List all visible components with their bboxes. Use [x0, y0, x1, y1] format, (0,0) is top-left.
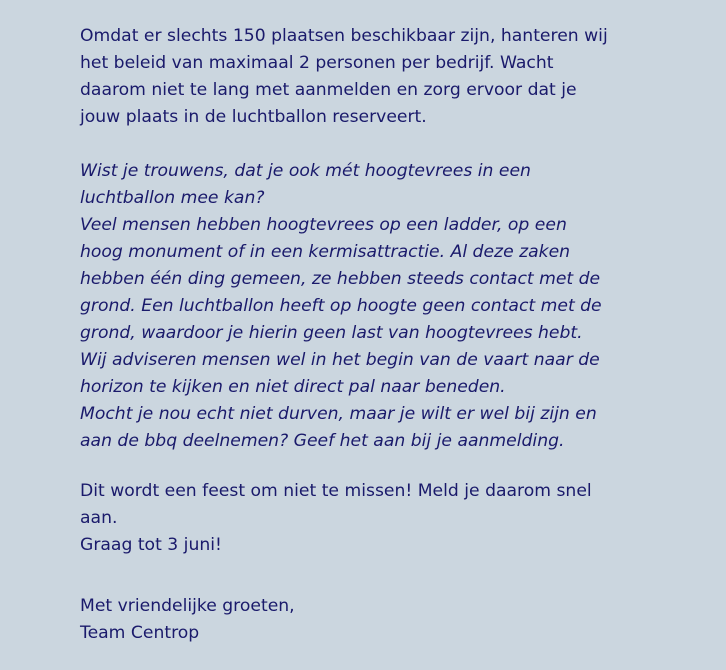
italic-line: hebben één ding gemeen, ze hebben steeds contact met de — [80, 269, 601, 289]
italic-line: aan de bbq deelnemen? Geef het aan bij je aanmelding. — [80, 431, 565, 451]
intro-line: Omdat er slechts 150 plaatsen beschikbaar zijn, hanteren wij — [80, 26, 608, 46]
closing-line: Graag tot 3 juni! — [80, 535, 222, 555]
closing-line: Dit wordt een feest om niet te missen! Meld je daarom snel — [80, 481, 592, 501]
intro-line: daarom niet te lang met aanmelden en zorg ervoor dat je — [80, 80, 577, 100]
paragraph-spacer — [80, 559, 670, 593]
signature-greeting: Met vriendelijke groeten, — [80, 596, 295, 616]
italic-line: horizon te kijken en niet direct pal naar beneden. — [80, 377, 506, 397]
fear-of-heights-paragraph — [80, 158, 670, 455]
italic-line: hoog monument of in een kermisattractie. Al deze zaken — [80, 242, 571, 262]
closing-paragraph — [80, 478, 670, 559]
letter-body — [80, 23, 670, 647]
italic-line: Wist je trouwens, dat je ook mét hoogtevrees in een — [80, 161, 531, 181]
italic-line: grond, waardoor je hierin geen last van hoogtevrees hebt. — [80, 323, 583, 343]
italic-line: luchtballon mee kan? — [80, 188, 265, 208]
intro-line: het beleid van maximaal 2 personen per bedrijf. Wacht — [80, 53, 554, 73]
intro-line: jouw plaats in de luchtballon reserveert. — [80, 107, 427, 127]
italic-line: grond. Een luchtballon heeft op hoogte geen contact met de — [80, 296, 602, 316]
signature-block — [80, 593, 670, 647]
signature-name: Team Centrop — [80, 623, 200, 643]
italic-line: Veel mensen hebben hoogtevrees op een ladder, op een — [80, 215, 567, 235]
paragraph-spacer — [80, 455, 670, 478]
italic-line: Mocht je nou echt niet durven, maar je wilt er wel bij zijn en — [80, 404, 597, 424]
paragraph-spacer — [80, 131, 670, 158]
italic-line: Wij adviseren mensen wel in het begin van de vaart naar de — [80, 350, 600, 370]
intro-paragraph — [80, 23, 670, 131]
closing-line: aan. — [80, 508, 118, 528]
